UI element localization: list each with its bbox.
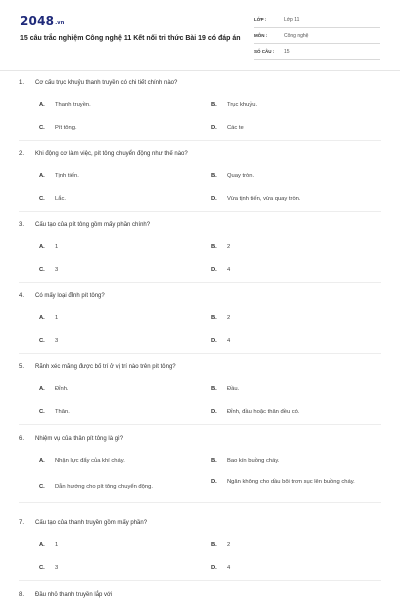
option-letter: D.: [211, 565, 217, 571]
meta-value: Lớp 11: [284, 17, 300, 23]
option-letter: D.: [211, 267, 217, 273]
question-item: [0, 220, 400, 284]
option-text: Dẫn hướng cho pít tông chuyển động.: [55, 484, 153, 490]
question-text: Rãnh xéc măng được bố trí ở vị trí nào trên pít tông?: [35, 364, 176, 370]
question-number: 8.: [19, 592, 25, 598]
question-item: [0, 291, 400, 355]
header-divider: [0, 70, 400, 71]
option-letter: A.: [39, 102, 45, 108]
option-letter: D.: [211, 125, 217, 131]
option-letter: C.: [39, 196, 45, 202]
logo-text: 2048: [20, 14, 55, 28]
option-letter: C.: [39, 338, 45, 344]
question-stem: [19, 78, 379, 88]
question-number: 2.: [19, 151, 25, 157]
question-item: [0, 149, 400, 213]
question-text: Nhiệm vụ của thân pít tông là gì?: [35, 436, 124, 442]
meta-value: Công nghệ: [284, 33, 309, 39]
meta-label: MÔN :: [254, 33, 268, 38]
option-text: Các te: [227, 125, 244, 131]
meta-row-subject: [254, 30, 380, 44]
question-divider: [19, 211, 381, 212]
question-item: [0, 362, 400, 426]
question-item: [0, 518, 400, 582]
question-text: Có mấy loại đỉnh pít tông?: [35, 293, 105, 299]
option-letter: C.: [39, 267, 45, 273]
option-text: Vừa tịnh tiến, vừa quay tròn.: [227, 196, 301, 202]
option-text: Đỉnh.: [55, 386, 69, 392]
question-text: Cấu tạo của pít tông gồm mấy phần chính?: [35, 222, 151, 228]
option-letter: B.: [211, 315, 217, 321]
question-item: [0, 590, 400, 600]
option-letter: B.: [211, 173, 217, 179]
option-text: Nhận lực đẩy của khí cháy.: [55, 458, 125, 464]
question-text: Đầu nhỏ thanh truyền lắp với: [35, 592, 113, 598]
option-letter: C.: [39, 484, 45, 490]
question-number: 4.: [19, 293, 25, 299]
question-number: 6.: [19, 436, 25, 442]
option-text: 1: [55, 315, 59, 321]
option-letter: B.: [211, 244, 217, 250]
question-text: Cơ cấu trục khuỷu thanh truyền có chi tiết chính nào?: [35, 80, 178, 86]
option-text: Lắc.: [55, 196, 66, 202]
question-stem: [19, 220, 379, 230]
question-item: [0, 434, 400, 498]
question-divider: [19, 353, 381, 354]
site-logo[interactable]: [20, 14, 65, 28]
option-text: 4: [227, 338, 231, 344]
document-title: 15 câu trắc nghiệm Công nghệ 11 Kết nối tri thức Bài 19 có đáp án: [20, 35, 241, 42]
question-divider: [19, 502, 381, 503]
option-letter: A.: [39, 458, 45, 464]
question-stem: [19, 362, 379, 372]
option-letter: D.: [211, 479, 217, 485]
logo-domain: .vn: [55, 20, 65, 26]
option-letter: D.: [211, 409, 217, 415]
meta-label: LỚP :: [254, 17, 267, 22]
option-text: 3: [55, 338, 59, 344]
meta-row-class: [254, 14, 380, 28]
option-text: Ngăn không cho dầu bôi trơn sục lên buồng cháy.: [227, 479, 355, 485]
option-letter: B.: [211, 102, 217, 108]
option-letter: C.: [39, 565, 45, 571]
option-text: 3: [55, 267, 59, 273]
option-text: Thanh truyền.: [55, 102, 91, 108]
question-divider: [19, 580, 381, 581]
question-stem: [19, 291, 379, 301]
question-number: 3.: [19, 222, 25, 228]
question-divider: [19, 140, 381, 141]
option-text: 4: [227, 267, 231, 273]
document-header: [0, 0, 400, 68]
meta-label: SỐ CÂU :: [254, 49, 275, 54]
option-letter: C.: [39, 125, 45, 131]
option-text: Bao kín buồng cháy.: [227, 458, 280, 464]
option-text: Đầu.: [227, 386, 240, 392]
option-text: 1: [55, 542, 59, 548]
option-letter: C.: [39, 409, 45, 415]
option-letter: A.: [39, 542, 45, 548]
question-stem: [19, 434, 379, 444]
question-item: [0, 78, 400, 142]
option-text: 2: [227, 542, 231, 548]
question-divider: [19, 282, 381, 283]
option-letter: B.: [211, 458, 217, 464]
option-letter: A.: [39, 315, 45, 321]
option-text: 4: [227, 565, 231, 571]
option-letter: A.: [39, 173, 45, 179]
option-text: Thân.: [55, 409, 70, 415]
question-number: 1.: [19, 80, 25, 86]
question-stem: [19, 149, 379, 159]
option-text: Pít tông.: [55, 125, 77, 131]
question-number: 5.: [19, 364, 25, 370]
question-text: Khi động cơ làm việc, pít tông chuyển động như thế nào?: [35, 151, 188, 157]
option-letter: B.: [211, 386, 217, 392]
option-text: 1: [55, 244, 59, 250]
option-text: Trục khuỷu.: [227, 102, 258, 108]
document-meta: [254, 14, 380, 62]
option-letter: A.: [39, 244, 45, 250]
option-text: 2: [227, 315, 231, 321]
option-text: Tịnh tiến.: [55, 173, 79, 179]
option-text: 2: [227, 244, 231, 250]
question-divider: [19, 424, 381, 425]
option-letter: D.: [211, 338, 217, 344]
question-text: Cấu tạo của thanh truyền gồm mấy phần?: [35, 520, 148, 526]
option-text: Đỉnh, đầu hoặc thân đều có.: [227, 409, 300, 415]
meta-row-count: [254, 46, 380, 60]
option-letter: B.: [211, 542, 217, 548]
option-letter: A.: [39, 386, 45, 392]
question-stem: [19, 590, 379, 600]
option-text: 3: [55, 565, 59, 571]
option-text: Quay tròn.: [227, 173, 255, 179]
option-letter: D.: [211, 196, 217, 202]
question-number: 7.: [19, 520, 25, 526]
question-stem: [19, 518, 379, 528]
meta-value: 15: [284, 49, 290, 55]
